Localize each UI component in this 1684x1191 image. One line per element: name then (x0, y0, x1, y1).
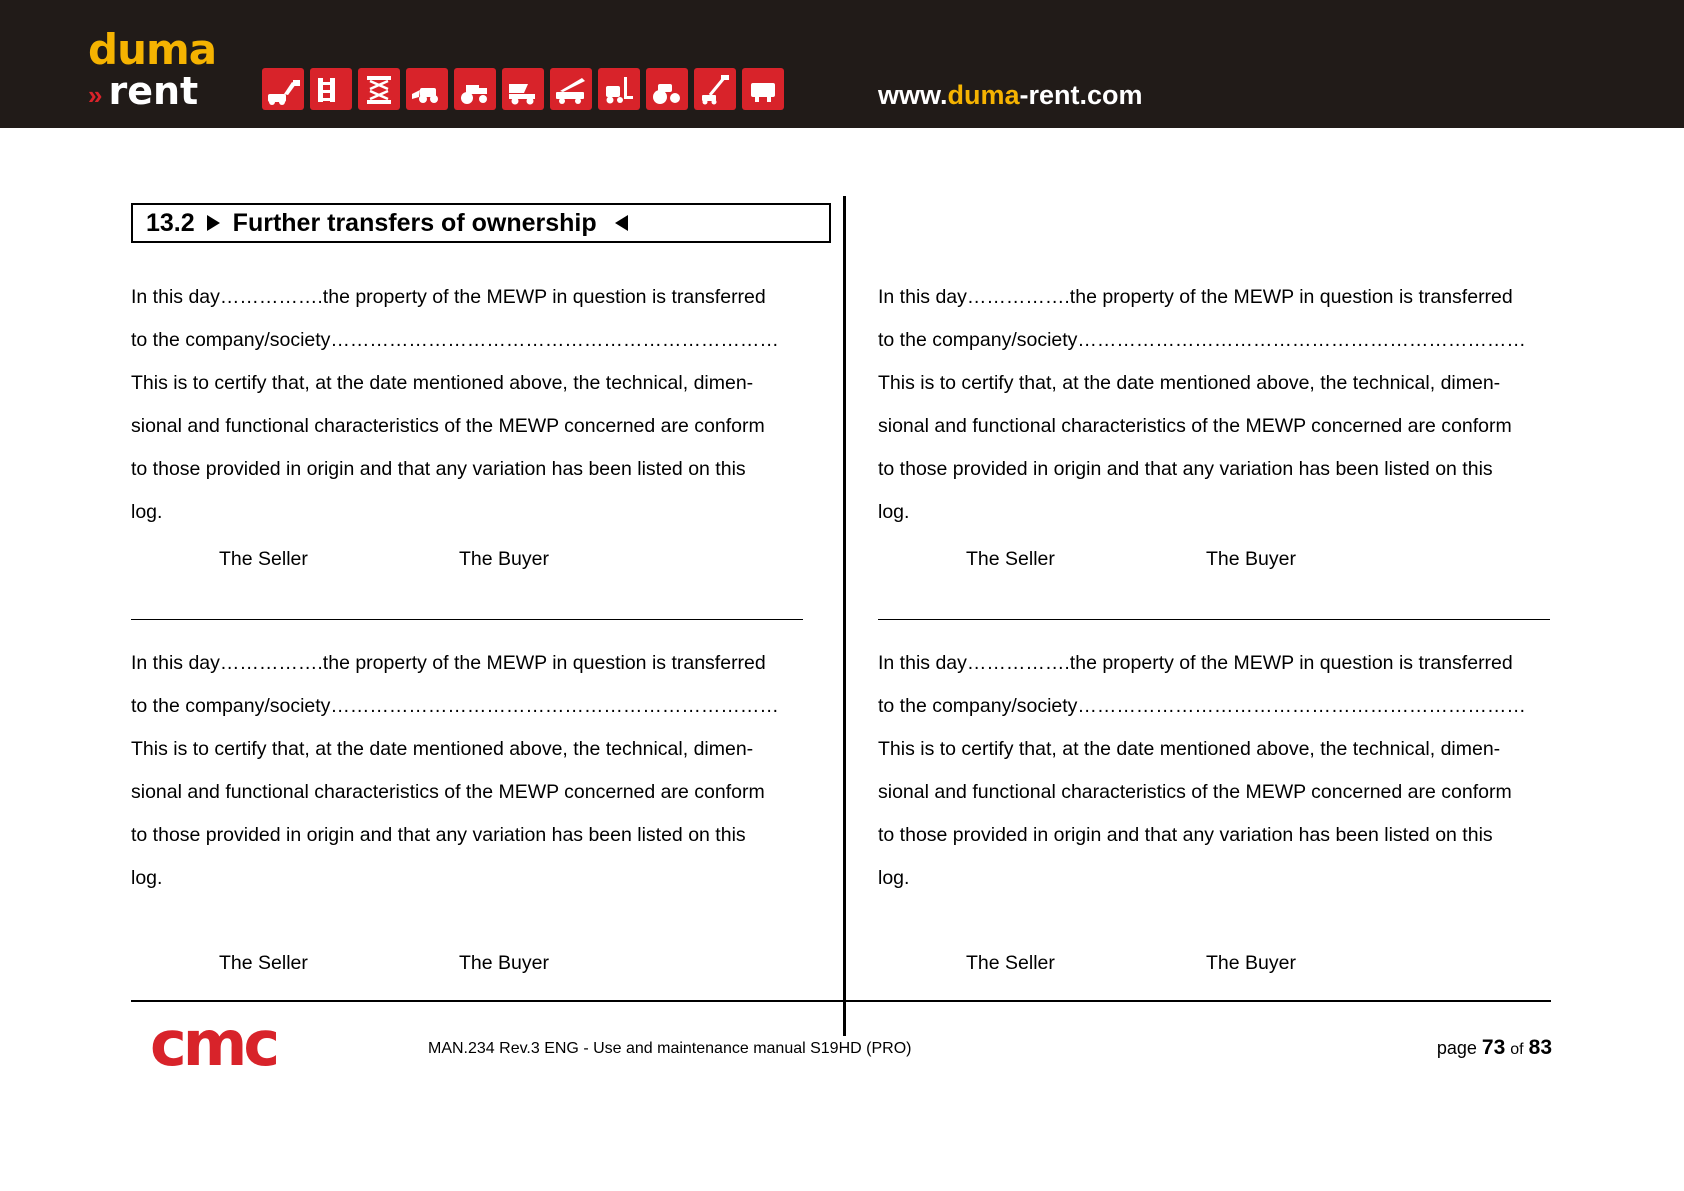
boom-lift-icon (694, 68, 736, 110)
transfer-line-4: sional and functional characteristics of the MEWP concerned are conform (131, 415, 765, 437)
transfer-line-1: In this day…………….the property of the MEWP in question is transferred (131, 652, 766, 674)
right-column (878, 276, 1550, 975)
page-content (0, 128, 1684, 1191)
transfer-line-1: In this day…………….the property of the MEWP in question is transferred (131, 286, 766, 308)
buyer-label: The Buyer (1206, 952, 1296, 974)
document-reference: MAN.234 Rev.3 ENG - Use and maintenance manual S19HD (PRO) (428, 1040, 912, 1057)
transfer-line-1: In this day…………….the property of the MEWP in question is transferred (878, 286, 1513, 308)
signature-row (878, 952, 1550, 975)
transfer-line-6: log. (878, 867, 910, 889)
tractor-icon (454, 68, 496, 110)
machine-icon-strip (262, 68, 784, 110)
page-number: 73 (1481, 1036, 1506, 1059)
logo-rent-text: rent (108, 69, 199, 113)
page-total: 83 (1528, 1036, 1552, 1059)
transfer-paragraph (131, 642, 803, 900)
section-number: 13.2 (146, 208, 195, 237)
cmc-logo (150, 1007, 360, 1080)
scissor-lift-icon (358, 68, 400, 110)
transfer-paragraph (878, 276, 1550, 534)
of-word: of (1510, 1041, 1524, 1058)
telehandler-icon (310, 68, 352, 110)
transfer-line-6: log. (131, 501, 163, 523)
transfer-block (878, 642, 1550, 975)
left-column (131, 276, 803, 975)
signature-row (878, 548, 1550, 571)
buyer-label: The Buyer (1206, 548, 1296, 570)
page-word: page (1436, 1038, 1477, 1058)
transfer-block (131, 642, 803, 975)
url-accent: duma (947, 80, 1020, 110)
transfer-line-1: In this day…………….the property of the MEWP in question is transferred (878, 652, 1513, 674)
transfer-line-3: This is to certify that, at the date mentioned above, the technical, dimen- (878, 738, 1501, 760)
block-separator-line (131, 619, 803, 620)
generator-icon (742, 68, 784, 110)
buyer-label: The Buyer (459, 548, 549, 570)
url-suffix: -rent.com (1019, 80, 1143, 110)
transfer-line-4: sional and functional characteristics of the MEWP concerned are conform (878, 781, 1512, 803)
transfer-line-6: log. (131, 867, 163, 889)
page-indicator (1437, 1036, 1552, 1060)
signature-row (131, 548, 803, 571)
section-title: Further transfers of ownership (232, 208, 597, 237)
triangle-right-icon (207, 215, 220, 231)
transfer-line-5: to those provided in origin and that any variation has been listed on this (131, 824, 746, 846)
transfer-line-4: sional and functional characteristics of the MEWP concerned are conform (131, 781, 765, 803)
url-prefix: www. (878, 80, 948, 110)
forklift-icon (598, 68, 640, 110)
transfer-line-2: to the company/society…………………………………………………………… (878, 329, 1526, 351)
transfer-line-4: sional and functional characteristics of the MEWP concerned are conform (878, 415, 1512, 437)
duma-rent-logo (88, 25, 248, 113)
signature-row (131, 952, 803, 975)
triangle-left-icon (615, 215, 628, 231)
website-url (878, 80, 1143, 111)
cmc-logo-text: cmc (150, 1007, 277, 1080)
excavator-icon (262, 68, 304, 110)
logo-chevron-icon: » (88, 80, 103, 110)
transfer-line-5: to those provided in origin and that any variation has been listed on this (878, 824, 1493, 846)
transfer-line-3: This is to certify that, at the date mentioned above, the technical, dimen- (878, 372, 1501, 394)
column-divider (843, 196, 846, 1036)
seller-label: The Seller (966, 952, 1055, 974)
transfer-line-6: log. (878, 501, 910, 523)
transfer-block (131, 276, 803, 620)
transfer-paragraph (131, 276, 803, 534)
wheel-loader-icon (406, 68, 448, 110)
section-heading (131, 203, 831, 243)
seller-label: The Seller (966, 548, 1055, 570)
logo-duma-text: duma (88, 25, 217, 74)
roller-icon (646, 68, 688, 110)
page-header (0, 0, 1684, 128)
seller-label: The Seller (219, 548, 308, 570)
dumper-icon (502, 68, 544, 110)
transfer-line-5: to those provided in origin and that any variation has been listed on this (878, 458, 1493, 480)
crane-truck-icon (550, 68, 592, 110)
transfer-line-2: to the company/society…………………………………………………………… (878, 695, 1526, 717)
transfer-line-5: to those provided in origin and that any variation has been listed on this (131, 458, 746, 480)
transfer-line-3: This is to certify that, at the date mentioned above, the technical, dimen- (131, 738, 754, 760)
seller-label: The Seller (219, 952, 308, 974)
transfer-line-2: to the company/society…………………………………………………………… (131, 329, 779, 351)
footer-divider (131, 1000, 1551, 1002)
transfer-paragraph (878, 642, 1550, 900)
transfer-block (878, 276, 1550, 620)
block-separator-line (878, 619, 1550, 620)
transfer-line-3: This is to certify that, at the date mentioned above, the technical, dimen- (131, 372, 754, 394)
transfer-line-2: to the company/society…………………………………………………………… (131, 695, 779, 717)
buyer-label: The Buyer (459, 952, 549, 974)
